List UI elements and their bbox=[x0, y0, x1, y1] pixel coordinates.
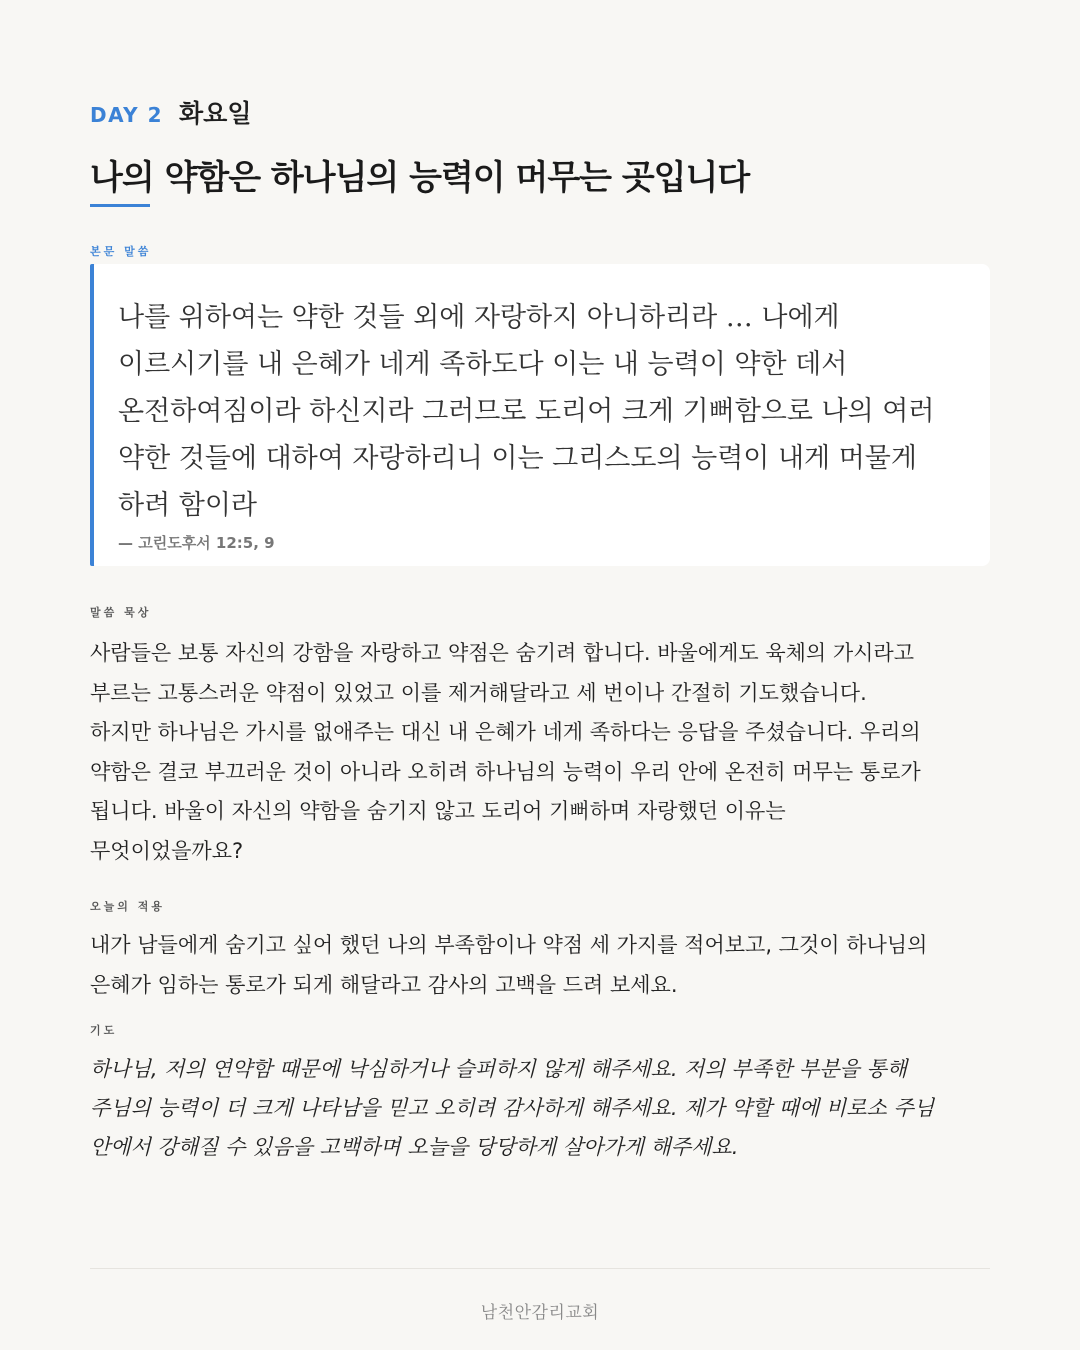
application-section-label: 오늘의 적용 bbox=[90, 900, 165, 913]
scripture-line: 약한 것들에 대하여 자랑하리니 이는 그리스도의 능력이 내게 머물게 bbox=[118, 443, 917, 474]
devotional-page bbox=[90, 0, 990, 1350]
meditation-text bbox=[90, 634, 990, 871]
footer-church-name: 남천안감리교회 bbox=[480, 1303, 600, 1323]
title-underline bbox=[90, 204, 150, 207]
application-line: 은혜가 임하는 통로가 되게 해달라고 감사의 고백을 드려 보세요. bbox=[90, 972, 678, 997]
application-line: 내가 남들에게 숨기고 싶어 했던 나의 부족함이나 약점 세 가지를 적어보고, 그것이 하나님의 bbox=[90, 933, 928, 957]
prayer-text bbox=[90, 1050, 990, 1167]
meditation-line: 하지만 하나님은 가시를 없애주는 대신 내 은혜가 네게 족하다는 응답을 주셨습니다. 우리의 bbox=[90, 720, 921, 744]
prayer-line: 하나님, 저의 연약함 때문에 낙심하거나 슬퍼하지 않게 해주세요. 저의 부족한 부분을 통해 bbox=[90, 1057, 908, 1081]
meditation-line: 약함은 결코 부끄러운 것이 아니라 오히려 하나님의 능력이 우리 안에 온전히 머무는 통로가 bbox=[90, 759, 921, 784]
footer-divider bbox=[90, 1268, 990, 1269]
meditation-section-label: 말씀 묵상 bbox=[90, 606, 152, 619]
meditation-line: 무엇이었을까요? bbox=[90, 838, 244, 863]
scripture-line: 온전하여짐이라 하신지라 그러므로 도리어 크게 기뻐함으로 나의 여러 bbox=[118, 396, 935, 427]
scripture-line: 이르시기를 내 은혜가 네게 족하도다 이는 내 능력이 약한 데서 bbox=[118, 349, 848, 380]
meditation-line: 부르는 고통스러운 약점이 있었고 이를 제거해달라고 세 번이나 간절히 기도했습니다. bbox=[90, 680, 867, 705]
weekday-label: 화요일 bbox=[179, 99, 252, 128]
scripture-text bbox=[118, 294, 968, 529]
scripture-section-label: 본문 말씀 bbox=[90, 245, 152, 258]
scripture-line: 하려 함이라 bbox=[118, 490, 257, 521]
page-title: 나의 약함은 하나님의 능력이 머무는 곳입니다 bbox=[90, 158, 750, 198]
prayer-section-label: 기도 bbox=[90, 1024, 118, 1037]
day-header bbox=[90, 94, 251, 130]
application-text bbox=[90, 926, 990, 1005]
prayer-line: 안에서 강해질 수 있음을 고백하며 오늘을 당당하게 살아가게 해주세요. bbox=[90, 1135, 739, 1159]
scripture-line: 나를 위하여는 약한 것들 외에 자랑하지 아니하리라 … 나에게 bbox=[118, 302, 840, 333]
scripture-card bbox=[90, 264, 990, 566]
prayer-line: 주님의 능력이 더 크게 나타남을 믿고 오히려 감사하게 해주세요. 제가 약할 때에 비로소 주님 bbox=[90, 1096, 935, 1120]
meditation-line: 됩니다. 바울이 자신의 약함을 숨기지 않고 도리어 기뻐하며 자랑했던 이유는 bbox=[90, 799, 786, 823]
scripture-reference: — 고린도후서 12:5, 9 bbox=[118, 534, 275, 552]
meditation-line: 사람들은 보통 자신의 강함을 자랑하고 약점은 숨기려 합니다. 바울에게도 육체의 가시라고 bbox=[90, 641, 915, 665]
scripture-accent-bar bbox=[90, 264, 94, 566]
day-label: DAY 2 bbox=[90, 103, 164, 127]
